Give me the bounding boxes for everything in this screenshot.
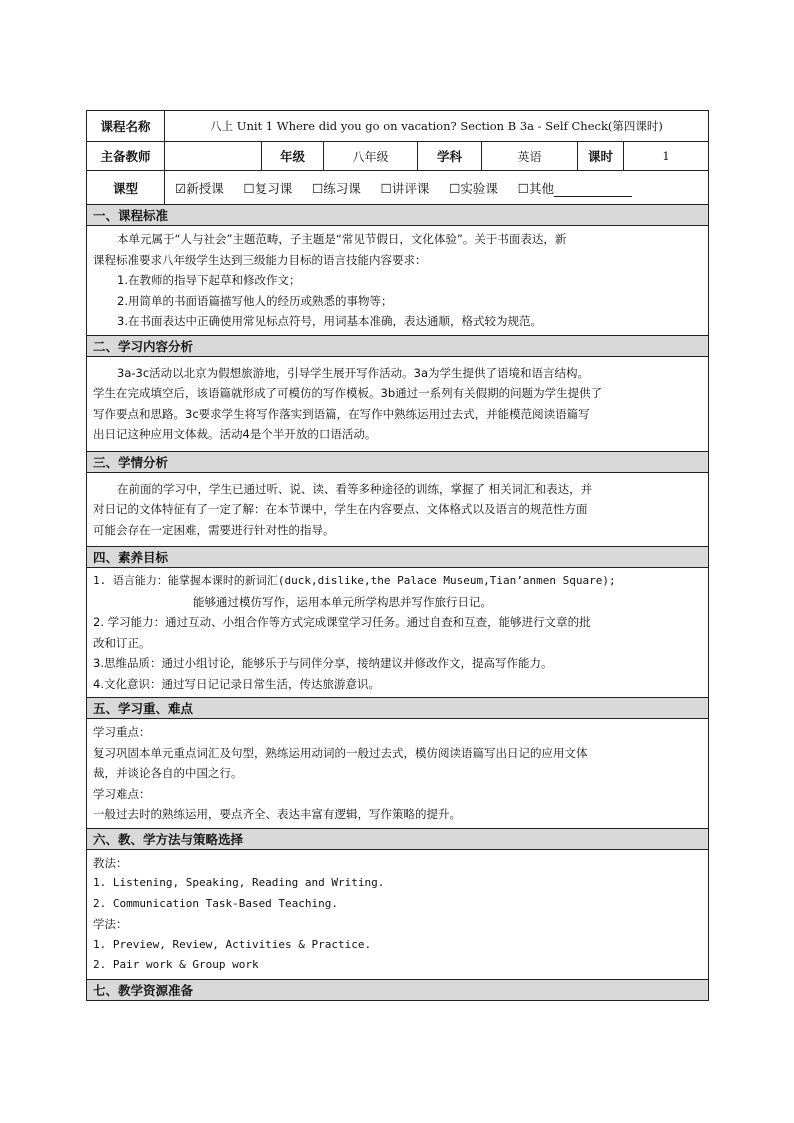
content-analysis-line: 出日记这种应用文体裁。活动4是个半开放的口语活动。 (93, 427, 377, 441)
methods-line: 教法： (93, 855, 128, 870)
teacher-label: 主备教师 (87, 142, 165, 171)
content-analysis-line: 3a-3c活动以北京为假想旅游地，引导学生展开写作活动。3a为学生提供了语境和语言结构。 (117, 365, 590, 380)
key-points-line: 复习巩固本单元重点词汇及句型，熟练运用动词的一般过去式，模仿阅读语篇写出日记的应用文体 (93, 745, 588, 760)
section-title-key-points: 五、学习重、难点 (87, 698, 709, 719)
content-analysis-line: 写作要点和思路。3c要求学生将写作落实到语篇，在写作中熟练运用过去式，并能模范阅读语篇写 (93, 406, 590, 421)
type-option-practice[interactable]: ☐练习课 (312, 180, 361, 196)
methods-line: 2. Communication Task-Based Teaching. (93, 896, 339, 910)
objective-line: 1. 语言能力：能掌握本课时的新词汇(duck,dislike,the Palace Museum,Tian’anmen Square); (93, 574, 616, 587)
objective-line: 能够通过模仿写作，运用本单元所学构思并写作旅行日记。 (193, 594, 492, 609)
type-option-review[interactable]: ☐复习课 (243, 180, 293, 196)
section-title-curriculum: 一、课程标准 (87, 205, 709, 226)
section-title-content-analysis: 二、学习内容分析 (87, 335, 709, 356)
teacher-value (165, 142, 262, 171)
section-body-methods (87, 849, 709, 979)
period-value: 1 (624, 142, 709, 171)
type-option-explain[interactable]: ☐讲评课 (380, 180, 430, 196)
content-analysis-line: 学生在完成填空后，该语篇就形成了可模仿的写作模板。3b通过一系列有关假期的问题为学生提供了 (93, 386, 603, 400)
key-points-line: 一般过去时的熟练运用，要点齐全、表达丰富有逻辑，写作策略的提升。 (93, 807, 461, 821)
section-body-objectives (87, 568, 709, 698)
section-body-content-analysis (87, 356, 709, 451)
objective-line: 2. 学习能力：通过互动、小组合作等方式完成课堂学习任务。通过自查和互查，能够进行文章的批 (93, 615, 591, 629)
curriculum-line: 1.在教师的指导下起草和修改作文； (117, 273, 301, 287)
period-label: 课时 (578, 142, 624, 171)
other-blank-line[interactable] (554, 182, 632, 197)
key-points-line: 学习难点： (93, 786, 151, 801)
type-label: 课型 (87, 171, 165, 205)
course-name-value: 八上 Unit 1 Where did you go on vacation? Section B 3a - Self Check(第四课时) (165, 111, 709, 142)
objective-line: 改和订正。 (93, 635, 151, 650)
learner-analysis-line: 可能会存在一定困难，需要进行针对性的指导。 (93, 522, 335, 537)
curriculum-line: 课程标准要求八年级学生达到三级能力目标的语言技能内容要求： (93, 252, 427, 267)
type-option-experiment[interactable]: ☐实验课 (449, 180, 498, 196)
methods-line: 1. Preview, Review, Activities & Practice. (93, 937, 372, 951)
methods-line: 2. Pair work & Group work (93, 958, 259, 971)
lesson-plan-sheet (86, 110, 708, 1001)
section-body-learner-analysis (87, 472, 709, 547)
subject-value: 英语 (482, 142, 578, 171)
section-title-objectives: 四、素养目标 (87, 547, 709, 568)
grade-value: 八年级 (324, 142, 418, 171)
curriculum-line: 2.用简单的书面语篇描写他人的经历或熟悉的事物等； (117, 293, 393, 308)
learner-analysis-line: 在前面的学习中，学生已通过听、说、读、看等多种途径的训练，掌握了 相关词汇和表达，并 (117, 481, 593, 496)
objective-line: 4.文化意识：通过写日记记录日常生活，传达旅游意识。 (93, 676, 380, 691)
grade-label: 年级 (262, 142, 324, 171)
methods-line: 1. Listening, Speaking, Reading and Writing. (93, 876, 385, 889)
objective-line: 3.思维品质：通过小组讨论，能够乐于与同伴分享，接纳建议并修改作文，提高写作能力。 (93, 656, 553, 670)
type-option-new[interactable]: ☑新授课 (175, 180, 224, 196)
methods-line: 学法： (93, 917, 128, 931)
section-title-resources: 七、教学资源准备 (87, 979, 709, 1000)
type-options (165, 171, 709, 205)
section-body-key-points (87, 719, 709, 829)
type-option-other[interactable]: ☐其他 (517, 180, 554, 196)
key-points-line: 裁，并谈论各自的中国之行。 (93, 766, 243, 780)
section-title-methods: 六、教、学方法与策略选择 (87, 828, 709, 849)
learner-analysis-line: 对日记的文体特征有了一定了解：在本节课中，学生在内容要点、文体格式以及语言的规范性方面 (93, 502, 588, 516)
section-body-curriculum (87, 226, 709, 336)
section-title-learner-analysis: 三、学情分析 (87, 451, 709, 472)
curriculum-line: 3.在书面表达中正确使用常见标点符号，用词基本准确，表达通顺，格式较为规范。 (117, 314, 542, 328)
course-name-label: 课程名称 (87, 111, 165, 142)
key-points-line: 学习重点： (93, 725, 151, 739)
curriculum-line: 本单元属于“人与社会”主题范畴，子主题是“常见节假日，文化体验”。关于书面表达，新 (117, 232, 567, 246)
lesson-plan-table (86, 110, 709, 1001)
subject-label: 学科 (418, 142, 482, 171)
